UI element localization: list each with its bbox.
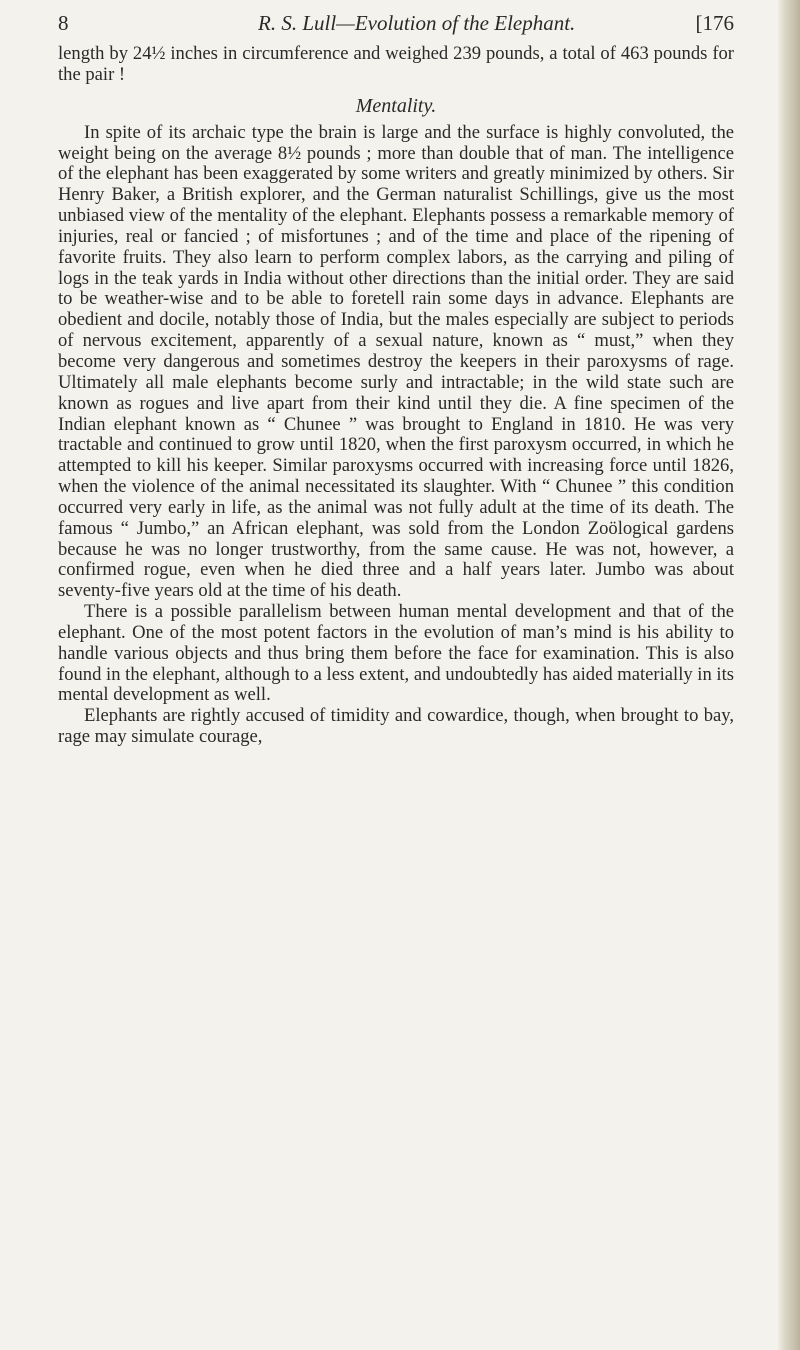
section-heading: Mentality. <box>355 94 437 117</box>
page-edge-shadow <box>778 0 800 1350</box>
page-number: 8 <box>58 11 69 35</box>
running-title: R. S. Lull—Evolution of the Elephant. <box>258 11 576 35</box>
page-header <box>58 8 734 38</box>
paragraph-timidity: Elephants are rightly accused of timidity and cowardice, though, when brought to bay, rage may simulate courage, <box>58 705 734 748</box>
plate-number: [176 <box>695 11 734 35</box>
paragraph-parallelism: There is a possible parallelism between human mental development and that of the elephant. One of the most potent factors in the evolution of man’s mind is his ability to handle various objects and thus bring them before the face for examination. This is also found in the elephant, although to a less extent, and undoubtedly has aided materially in its mental development as well. <box>58 601 734 706</box>
paragraph-continuation: length by 24½ inches in circumference and weighed 239 pounds, a total of 463 pounds for the pair ! <box>58 43 734 85</box>
paragraph-mentality: In spite of its archaic type the brain is large and the surface is highly convoluted, the weight being on the average 8½ pounds ; more than double that of man. The intelligence of the elephant has been exaggerated by some writers and greatly minimized by others. Sir Henry Baker, a British explorer, and the German naturalist Schillings, give us the most unbiased view of the mentality of the elephant. Elephants possess a remarkable memory of injuries, real or fancied ; of misfortunes ; and of the time and place of the ripening of favorite fruits. They also learn to perform complex labors, as the carrying and piling of logs in the teak yards in India without other directions than the initial order. They are said to be weather-wise and to be able to foretell rain some days in advance. Elephants are obedient and docile, notably those of India, but the males especially are subject to periods of nervous excitement, apparently of a sexual nature, known as “ must,” when they become very dangerous and sometimes destroy the keepers in their paroxysms of rage. Ultimately all male elephants become surly and intractable; in the wild state such are known as rogues and live apart from their kind until they die. A fine specimen of the Indian elephant known as “ Chunee ” was brought to England in 1810. He was very tractable and continued to grow until 1820, when the first paroxysm occurred, in which he attempted to kill his keeper. Similar paroxysms occurred with increasing force until 1826, when the violence of the animal necessitated its slaughter. With “ Chunee ” this condition occurred very early in life, as the animal was not fully adult at the time of its death. The famous “ Jumbo,” an African elephant, was sold from the London Zoölogical gardens because he was no longer trustworthy, from the same cause. He was not, however, a confirmed rogue, even when he died three and a half years later. Jumbo was about seventy-five years old at the time of his death. <box>58 121 734 602</box>
body-text <box>58 44 734 748</box>
